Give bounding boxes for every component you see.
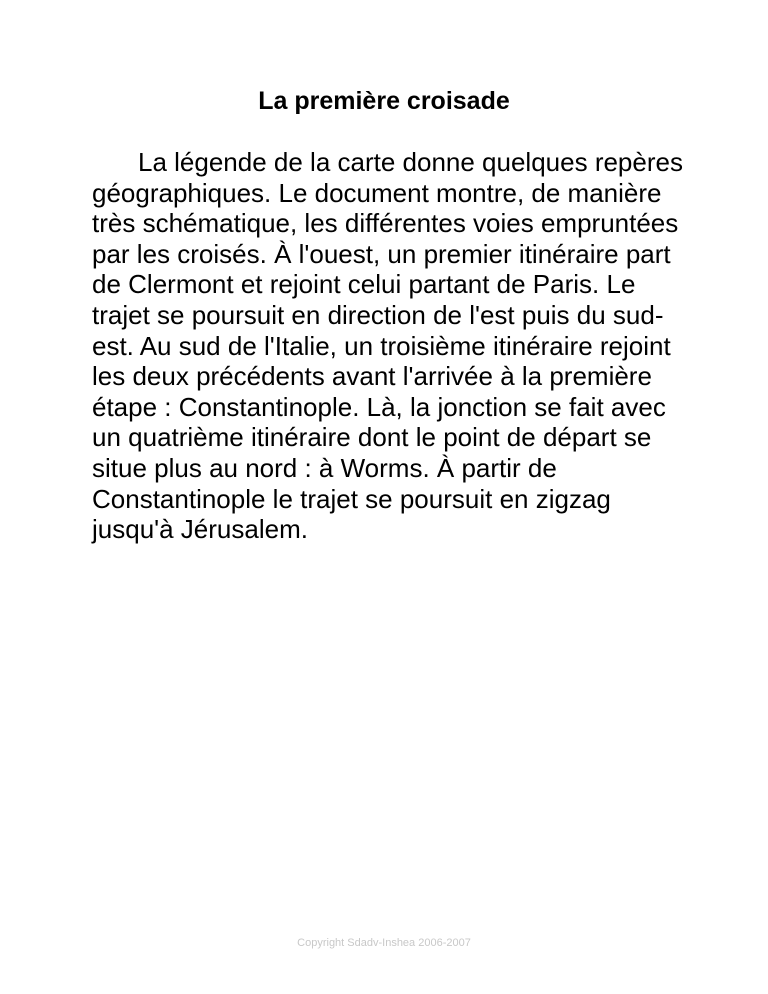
page-title: La première croisade [258, 87, 510, 115]
copyright-footer: Copyright Sdadv-Inshea 2006-2007 [297, 937, 471, 949]
body-paragraph: La légende de la carte donne quelques repères géographiques. Le document montre, de manière très schématique, les différentes voies empruntées par les croisés. À l'ouest, un premier itinéraire part de Clermont et rejoint celui partant de Paris. Le trajet se poursuit en direction de l'est puis du sud-est. Au sud de l'Italie, un troisième itinéraire rejoint les deux précédents avant l'arrivée à la première étape : Constantinople. Là, la jonction se fait avec un quatrième itinéraire dont le point de départ se situe plus au nord : à Worms. À partir de Constantinople le trajet se poursuit en zigzag jusqu'à Jérusalem. [92, 147, 683, 545]
